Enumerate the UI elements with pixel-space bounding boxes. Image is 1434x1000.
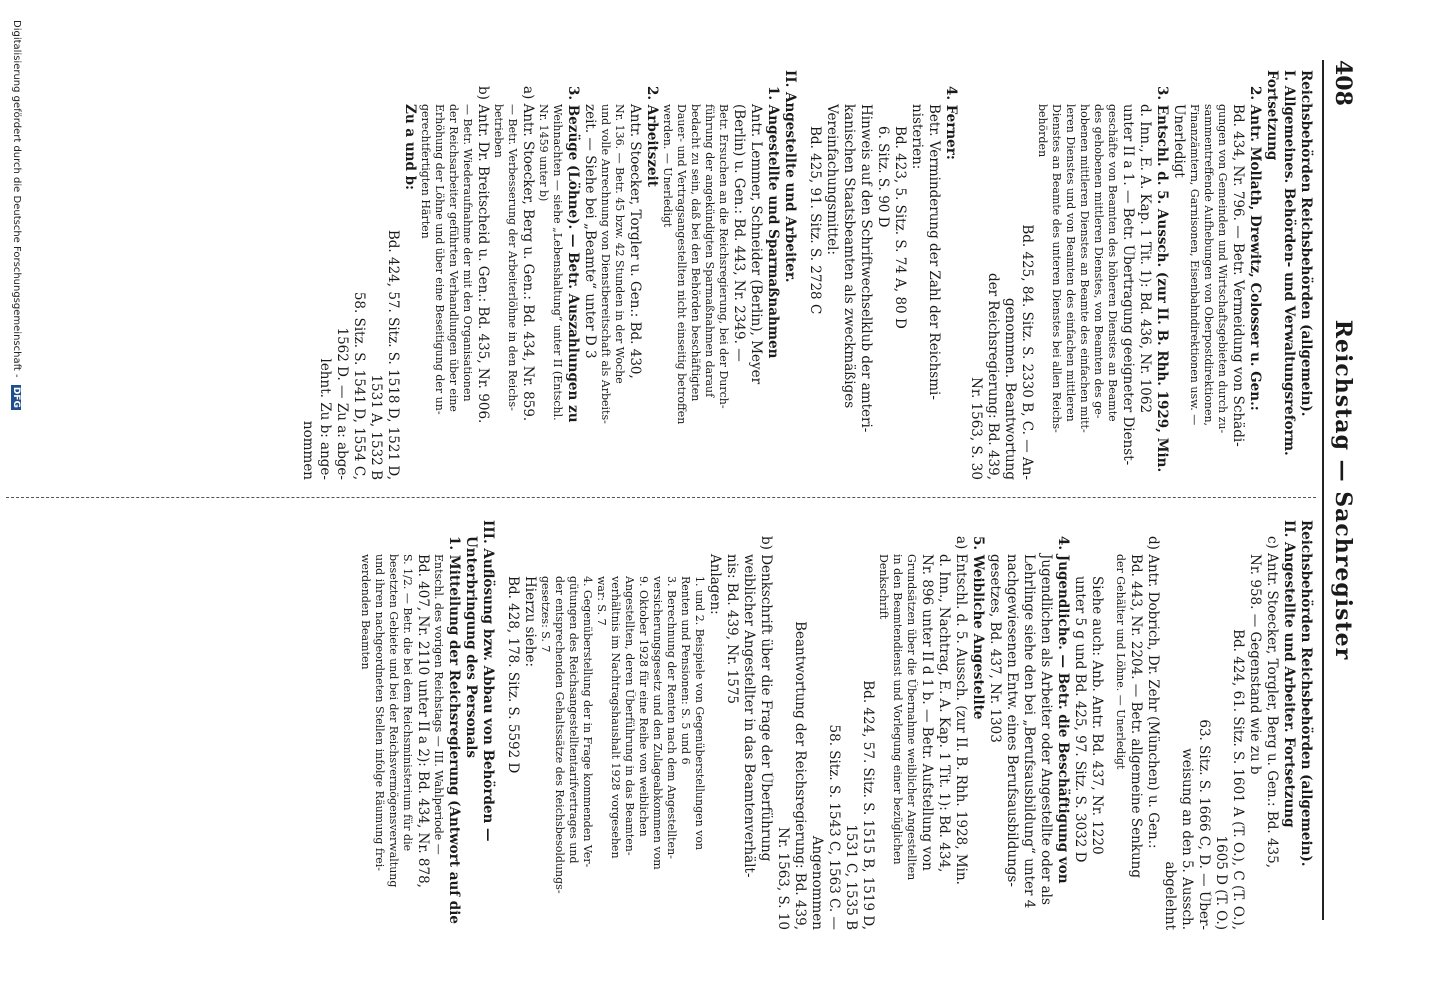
register-line: und volle Anrechnung von Dienstbereitschaft als Arbeits-	[599, 104, 612, 424]
register-line: Nr. 1563, S. 10	[775, 827, 791, 930]
register-line: Lehrlinge siehe den bei „Berufsausbildung“ unter 4	[1021, 554, 1037, 909]
register-line: 9. Oktober 1928 für eine Reihe von weiblichen	[637, 576, 650, 837]
register-line: verhältnis im Nachtragshaushalt 1928 vorgesehen	[609, 576, 622, 859]
register-line: 4. Ferner:	[943, 86, 959, 160]
register-line: Grundsätzen über die Übernahme weiblicher Angestellten	[905, 554, 918, 881]
register-line: zeit. — Siehe bei „Beamte“ unter D 3	[582, 104, 598, 359]
register-line: der entsprechenden Gehaltssätze des Reichsbesoldungs-	[553, 576, 566, 894]
register-line: — Betr. Wiederaufnahme der mit den Organisationen	[461, 104, 474, 402]
register-line: Bd. 425, 91. Sitz. S. 2728 C	[807, 126, 823, 315]
register-line: war: S. 7	[595, 576, 608, 626]
register-line: bedacht zu sein, daß bei den Behörden beschäftigten	[689, 104, 702, 402]
register-line: Bd. 428, 178. Sitz. S. 5592 D	[505, 576, 521, 774]
register-line: in den Beamtendienst und Vorlegung einer bezüglichen	[891, 554, 904, 865]
register-line: unter II a 1. — Betr. Übertragung geeigneter Dienst-	[1120, 104, 1136, 466]
register-line: 2. Arbeitszeit	[644, 86, 660, 187]
register-line	[496, 520, 504, 940]
register-line: Bd. 425, 84. Sitz. S. 2330 B, C. — An-	[1019, 224, 1035, 480]
register-line: nisterien:	[909, 104, 925, 170]
register-line: der Gehälter und Löhne. — Unerledigt	[1114, 554, 1127, 770]
running-head: Reichstag — Sachregister	[1330, 319, 1356, 661]
register-line: Unerledigt	[1171, 104, 1187, 178]
register-line: Siehe auch: Anb. Antr. Bd. 437, Nr. 1220	[1089, 576, 1105, 855]
register-line: Betr. Ersuchen an die Reichsregierung, bei der Durch-	[717, 104, 730, 409]
footer	[11, 20, 22, 980]
register-line: 1531 C, 1535 B	[843, 824, 859, 930]
register-line: Jugendlichen als Arbeiter oder Angestellte oder als	[1038, 554, 1054, 905]
register-line: (Berlin) u. Gen.: Bd. 443, Nr. 2349. —	[731, 104, 747, 362]
register-line: Beantwortung der Reichsregierung: Bd. 439,	[792, 621, 808, 930]
register-line: gungen von Gemeinden und Wirtschaftsgebieten durch zu-	[1216, 104, 1229, 434]
register-line: 58. Sitz. S. 1543 C, 1563 C. —	[826, 724, 842, 930]
register-line: Antr. Stoecker, Torgler u. Gen.: Bd. 430,	[627, 104, 643, 379]
register-line: Nr. 1459 unter b)	[537, 104, 550, 202]
register-line: 1531 A, 1532 B	[368, 374, 384, 480]
register-line: Antr. Lemmer, Schneider (Berlin), Meyer	[748, 104, 764, 385]
register-line: S. 1/2. — Betr. die bei dem Reichsministerium für die	[401, 554, 414, 852]
register-line: Nr. 958. — Gegenstand wie zu b	[1247, 554, 1263, 775]
register-line: Vereinfachungsmittel:	[824, 104, 840, 256]
register-line: Renten und Pensionen: S. 5 und 6	[679, 576, 692, 765]
register-line: kanischen Staatsbeamten als zweckmäßiges	[841, 104, 857, 409]
register-line: 1. und 2. Beispiele von Gegenüberstellungen von	[693, 576, 706, 851]
register-line: Denkschrift	[877, 554, 890, 620]
register-line: Angestellten, deren Überführung in das Beamten-	[623, 576, 636, 856]
register-line: Nr. 136. — Betr. 45 bzw. 42 Stunden in der Woche	[613, 104, 626, 384]
register-line: leren Dienstes und von Beamten des einfachen mittleren	[1064, 104, 1077, 422]
register-line: Fortsetzung	[1264, 70, 1280, 161]
register-line: II. Angestellte und Arbeiter.	[782, 70, 798, 283]
register-line: d. Inn., E. A. Kap. 1 Tit. 1): Bd. 436, Nr. 1062	[1137, 104, 1153, 414]
register-line: Bd. 407, Nr. 2110 unter II a 2): Bd. 434, Nr. 878,	[415, 554, 431, 888]
register-line: gesetzes: S. 7	[539, 576, 552, 653]
register-line: Bd. 424, 57. Sitz. S. 1518 D, 1521 D,	[385, 229, 401, 480]
register-line: lehnt. Zu b: ange-	[317, 358, 333, 480]
register-line: der Reichsregierung: Bd. 439,	[985, 273, 1001, 480]
column-rule	[6, 497, 1316, 498]
register-line	[798, 70, 806, 490]
register-line: Reichsbehörden Reichsbehörden (allgemein).	[1298, 520, 1314, 867]
register-line: Bd. 424, 61. Sitz. S. 1601 A (T. O.), C (T. O.),	[1230, 629, 1246, 930]
register-line: nachgewiesenen Entw. eines Berufsausbildungs-	[1004, 554, 1020, 887]
register-line: abgelehnt	[1162, 861, 1178, 930]
register-line: hobenen mittleren Dienstes an Beamte des einfachen mitt-	[1078, 104, 1091, 433]
register-line: der Reichsarbeiter geführten Verhandlungen über eine	[447, 104, 460, 412]
register-line: Reichsbehörden Reichsbehörden (allgemein).	[1298, 70, 1314, 417]
left-column	[299, 70, 1314, 490]
register-line: II. Angestellte und Arbeiter. Fortsetzung	[1281, 520, 1297, 828]
register-line: führung der angekündigten Sparmaßnahmen darauf	[703, 104, 716, 398]
register-line: a) Entschl. d. 5. Aussch. (zur II. B. Rhh. 1928, Min.	[953, 536, 969, 885]
page-number: 408	[1330, 60, 1356, 106]
register-line: 5. Weibliche Angestellte	[970, 536, 986, 720]
register-line: sammentreffende Aufhebungen von Oberpostdirektionen,	[1202, 104, 1215, 427]
register-line: weisung an den 5. Aussch.	[1179, 748, 1195, 930]
register-line: des gehobenen mittleren Dienstes, von Beamten des ge-	[1092, 104, 1105, 419]
header-rule	[1322, 60, 1324, 920]
register-line: b) Denkschrift über die Frage der Überführung	[758, 536, 774, 862]
register-line: Bd. 434, Nr. 796. — Betr. Vermeidung von Schädi-	[1230, 104, 1246, 447]
register-line: d. Inn., Nachtrag, E. A. Kap. 1 Tit. 1): Bd. 434,	[936, 554, 952, 873]
register-line: d) Antr. Dobrich, Dr. Zehr (München) u. Gen.:	[1145, 536, 1161, 849]
register-line: Nr. 896 unter II d 1 b. — Betr. Aufstellung von	[919, 554, 935, 871]
dfg-logo: DFG	[11, 386, 21, 408]
register-line: Bd. 424, 57. Sitz. S. 1515 B, 1519 D,	[860, 680, 876, 930]
register-line: weiblicher Angestellter in das Beamtenverhält-	[741, 554, 757, 878]
footer-text: Digitalisierung gefördert durch die Deutsche Forschungsgemeinschaft -	[11, 20, 22, 378]
register-line: a) Antr. Stoecker, Berg u. Gen.: Bd. 434, Nr. 859.	[520, 86, 536, 422]
register-line: Hierzu siehe:	[522, 576, 538, 668]
register-line: gesetzes, Bd. 437, Nr. 1303	[987, 554, 1003, 743]
register-line: 1562 D. — Zu a: abge-	[334, 327, 350, 480]
register-line: 1605 D (T. O.)	[1213, 835, 1229, 930]
page-header	[1326, 60, 1356, 920]
register-line: Betr. Verminderung der Zahl der Reichsmi-	[926, 104, 942, 400]
register-line: 3. Bezüge (Löhne). — Betr. Auszahlungen zu	[565, 86, 581, 423]
register-line: nommen	[300, 420, 316, 480]
register-line	[959, 70, 967, 490]
register-line: I. Allgemeines. Behörden- und Verwaltungsreform.	[1281, 70, 1297, 456]
register-line: Entschl. des vorigen Reichstags — III. Wahlperiode —	[432, 554, 445, 855]
register-line: Bd. 423, 5. Sitz. S. 74 A, 80 D	[892, 126, 908, 329]
register-line: werden. — Unerledigt	[661, 104, 674, 228]
register-line: geschäfte von Beamten des höheren Dienstes an Beamte	[1106, 104, 1119, 422]
register-line: behörden	[1036, 104, 1049, 158]
register-line: 3. Entschl. d. 5. Aussch. (zur II. B. Rhh. 1929, Min.	[1154, 86, 1170, 473]
register-line: nis: Bd. 439, Nr. 1575	[724, 554, 740, 704]
register-line: besetzten Gebiete und bei der Reichsvermögensverwaltung	[387, 554, 400, 888]
register-line: unter 5 g und Bd. 425, 97. Sitz. S. 3032 D	[1072, 576, 1088, 863]
register-line: 1. Mitteilung der Reichsregierung (Antwort auf die	[446, 536, 462, 924]
register-line: 2. Antr. Mollath, Drewitz, Colosser u. Gen.:	[1247, 86, 1263, 411]
register-line: gerechtfertigten Härten	[419, 104, 432, 239]
right-column	[358, 520, 1314, 940]
register-line	[1105, 520, 1113, 940]
register-line: Bd. 443, Nr. 2204. — Betr. allgemeine Senkung	[1128, 554, 1144, 879]
register-line: Anlagen:	[707, 554, 723, 615]
register-line: genommen. Beantwortung	[1002, 298, 1018, 480]
register-line: gütungen des Reichsangestelltentarifvertrages und	[567, 576, 580, 864]
register-line: Dienstes an Beamte des unteren Dienstes bei allen Reichs-	[1050, 104, 1063, 433]
register-line: versicherungsgesetz und den Zulageabkommen vom	[651, 576, 664, 870]
register-line: III. Auflösung bzw. Abbau von Behörden —	[480, 520, 496, 842]
register-line: Angenommen	[809, 835, 825, 930]
register-line: 6. Sitz. S. 90 D	[875, 126, 891, 228]
register-line: 4. Gegenüberstellung der in Frage kommenden Ver-	[581, 576, 594, 868]
register-line: 58. Sitz. S. 1541 D, 1554 C,	[351, 291, 367, 480]
register-line: Unterbringung des Personals	[463, 536, 479, 758]
register-line: Erhöhung der Löhne und über eine Beseitigung der un-	[433, 104, 446, 415]
register-line: Zu a und b:	[402, 104, 418, 191]
register-line: b) Antr. Dr. Breitscheid u. Gen.: Bd. 435, Nr. 906.	[475, 86, 491, 424]
register-line: 1. Angestellte und Sparmaßnahmen	[765, 86, 781, 359]
register-line: Nr. 1563, S. 30	[968, 377, 984, 480]
register-line: 4. Jugendliche. — Betr. die Beschäftigung von	[1055, 536, 1071, 884]
register-line: 3. Berechnung der Renten nach dem Angestellten-	[665, 576, 678, 859]
register-line: Finanzämtern, Garnisonen, Eisenbahndirektionen usw. —	[1188, 104, 1201, 426]
register-line: Weihnachten — siehe „Lebenshaltung“ unter II (Entschl.	[551, 104, 564, 421]
register-line: — Betr. Verbesserung der Arbeiterlöhne in den Reichs-	[506, 104, 519, 411]
register-line: Dauer- und Vertragsangestellten nicht einseitig betroffen	[675, 104, 688, 425]
register-line: 63. Sitz. S. 1666 C, D. — Über-	[1196, 719, 1212, 930]
register-line: werdenden Beamten	[359, 554, 372, 670]
register-line: c) Antr. Stoecker, Torgler, Berg u. Gen.: Bd. 435,	[1264, 536, 1280, 869]
register-line: betrieben	[492, 104, 505, 158]
register-line: und ihren nachgeordneten Stellen infolge Räumung frei-	[373, 554, 386, 871]
register-line: Hinweis auf den Schriftwechselklub der amteri-	[858, 104, 874, 433]
